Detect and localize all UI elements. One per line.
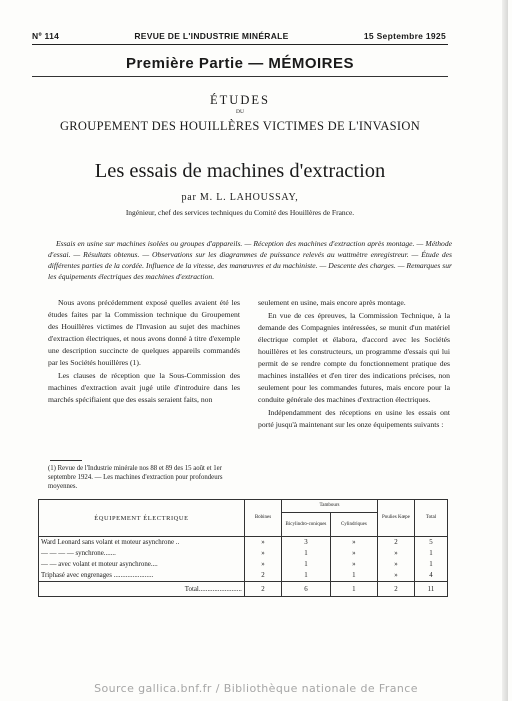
issue-date: 15 Septembre 1925: [363, 31, 446, 41]
abstract-text: Essais en usine sur machines isolées ou groupes d'appareils. — Réception des machines d'extraction après montage. — Méthode d'essai. — Résultats obtenus. — Observations sur les diagrammes de puissance relevés au wattmètre enregistreur. — Étude des différentes parties de la cordée. Influence de la vitesse, des manœuvres et du machiniste. — Descente des charges. — Remarques sur les équipements électriques des machines d'extraction.: [48, 239, 452, 281]
header-total: Total: [414, 500, 447, 537]
paragraph: En vue de ces épreuves, la Commission Technique, à la demande des Compagnies intéressées, se munit d'un matériel électrique complet et élabora, d'accord avec les Sociétés houillères et les constructeurs, un programme d'essais qui lui permit de se rendre compte du fonctionnement pratique des machines installées et d'en tirer des indications précises, non seulement pour les commandes futures, mais encore pour la conduite générale des machines d'extraction électriques.: [258, 311, 450, 404]
cell-bicylindro: 1: [282, 559, 331, 570]
table-total-row: [39, 582, 448, 597]
part-title: Première Partie — MÉMOIRES: [125, 55, 355, 72]
cell-poulies: »: [377, 548, 414, 559]
total-label: Total.........................: [39, 582, 245, 597]
left-column: [48, 297, 240, 407]
header-cylindriques: Cylindriques: [330, 513, 377, 537]
total-cylindriques: 1: [330, 582, 377, 597]
article-affiliation: Ingénieur, chef des services techniques du Comité des Houillères de France.: [125, 208, 355, 217]
cell-poulies: 2: [377, 537, 414, 549]
cell-bicylindro: 1: [282, 548, 331, 559]
cell-bobines: 2: [244, 570, 281, 582]
equipment-table: [38, 499, 448, 597]
footnote: (1) Revue de l'Industrie minérale nos 88 et 89 des 15 août et 1er septembre 1924. — Les machines d'extraction pour profondeurs moyennes.: [48, 465, 223, 490]
cell-cylindriques: »: [330, 537, 377, 549]
cell-bicylindro: 3: [282, 537, 331, 549]
table-row: [39, 570, 448, 582]
cell-cylindriques: »: [330, 548, 377, 559]
part-rule: [32, 76, 448, 77]
running-header: [32, 31, 446, 41]
cell-bicylindro: 1: [282, 570, 331, 582]
header-equipment: ÉQUIPEMENT ÉLECTRIQUE: [39, 500, 245, 537]
cell-bobines: »: [244, 537, 281, 549]
journal-name: REVUE DE L'INDUSTRIE MINÉRALE: [134, 31, 289, 41]
cell-poulies: »: [377, 570, 414, 582]
header-bicylindro: Bicylindro-coniques: [282, 513, 331, 537]
total-bobines: 2: [244, 582, 281, 597]
cell-total: 5: [414, 537, 447, 549]
total-bicylindro: 6: [282, 582, 331, 597]
cell-cylindriques: 1: [330, 570, 377, 582]
paragraph: Les clauses de réception que la Sous-Commission des machines d'extraction avait jugé utile d'introduire dans les marchés spécifiaient que des essais seraient faits, non: [48, 371, 240, 404]
cell-poulies: »: [377, 559, 414, 570]
equipment-table-wrapper: [38, 499, 448, 597]
cell-total: 1: [414, 559, 447, 570]
table-row: [39, 548, 448, 559]
total-total: 11: [414, 582, 447, 597]
row-label: Triphasé avec engrenages .......................: [39, 570, 245, 582]
paragraph: Indépendamment des réceptions en usine les essais ont porté jusqu'à maintenant sur les onze équipements suivants :: [258, 408, 450, 429]
table-row: [39, 559, 448, 570]
table-row: [39, 537, 448, 549]
article-byline: par M. L. LAHOUSSAY,: [181, 192, 299, 203]
cell-bobines: »: [244, 559, 281, 570]
header-poulies: Poulies Kœpe: [377, 500, 414, 537]
scan-edge: [502, 0, 508, 701]
footnote-rule: [50, 460, 82, 461]
header-bobines: Bobines: [244, 500, 281, 537]
header-rule: [32, 44, 448, 45]
section-du: DU: [236, 109, 244, 115]
section-etudes: ÉTUDES: [210, 93, 270, 107]
header-tambours: Tambours: [282, 500, 378, 513]
source-watermark: Source gallica.bnf.fr / Bibliothèque nationale de France: [94, 682, 418, 695]
row-label: Ward Leonard sans volant et moteur asynchrone ..: [39, 537, 245, 549]
article-title: Les essais de machines d'extraction: [94, 160, 386, 182]
row-label: — — — — synchrone.......: [39, 548, 245, 559]
right-column: [258, 297, 450, 432]
abstract: [48, 238, 452, 282]
total-poulies: 2: [377, 582, 414, 597]
cell-cylindriques: »: [330, 559, 377, 570]
cell-total: 1: [414, 548, 447, 559]
cell-total: 4: [414, 570, 447, 582]
issue-number: Nº 114: [32, 31, 60, 41]
paragraph: seulement en usine, mais encore après montage.: [258, 298, 406, 307]
row-label: — — avec volant et moteur asynchrone....: [39, 559, 245, 570]
section-group: GROUPEMENT DES HOUILLÈRES VICTIMES DE L'INVASION: [59, 119, 421, 133]
cell-bobines: »: [244, 548, 281, 559]
paragraph: Nous avons précédemment exposé quelles avaient été les études faites par la Commission technique du Groupement des Houillères victimes de l'Invasion au sujet des machines d'extraction électriques, et nous avons donné à titre d'exemple une description succincte de quelques appareils commandés par les Sociétés houillères (1).: [48, 298, 240, 367]
